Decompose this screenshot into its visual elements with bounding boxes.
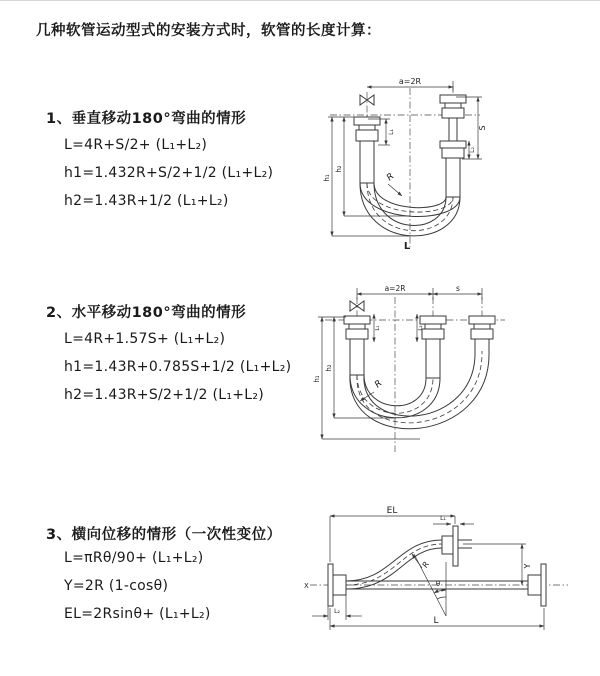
dim-label-l2: L₂: [469, 147, 476, 153]
dimension-l: [330, 608, 544, 630]
diagram-lateral-displacement: [300, 504, 590, 644]
formula-line: Y=2R (1-cosθ): [64, 578, 169, 594]
section-3-heading: 3、横向位移的情形（一次性变位）: [46, 527, 282, 543]
dim-label-l: L: [433, 616, 439, 626]
upper-flange: [442, 526, 472, 566]
formula-line: h2=1.43R+1/2 (L₁+L₂): [64, 193, 229, 209]
dim-label-l1: L₁: [388, 129, 395, 135]
moving-end-fitting-pos1: [420, 316, 446, 378]
left-end-fitting: [354, 117, 380, 183]
angle-label-theta: θ: [435, 580, 441, 588]
radius-callout: [385, 172, 402, 196]
dimension-l2: [312, 595, 362, 620]
right-flange: [528, 564, 546, 606]
page-title: 几种软管运动型式的安装方式时，软管的长度计算：: [36, 23, 381, 39]
fixed-end-fitting: [344, 316, 370, 375]
right-end-fitting-positions: [440, 95, 466, 197]
dim-label-l1: L₁: [375, 325, 381, 331]
dimension-l2: [469, 141, 476, 159]
left-flange: [328, 564, 346, 606]
dim-label-r: R: [385, 171, 397, 184]
hose-u-curves: [350, 351, 489, 429]
formula-line: h2=1.43R+S/2+1/2 (L₁+L₂): [64, 387, 265, 403]
dim-label-el: EL: [386, 506, 398, 516]
dim-label-a2r: a=2R: [384, 284, 406, 293]
dim-label-h2: h₂: [335, 165, 343, 173]
moving-end-fitting-pos2: [469, 316, 495, 351]
dimension-a-2r: [357, 284, 482, 300]
dim-label-h1: h₁: [323, 174, 331, 182]
dimension-s: [433, 284, 482, 294]
dim-label-s: s: [456, 284, 460, 293]
dim-label-l2: L₂: [418, 325, 424, 331]
dimension-l1: [374, 314, 381, 342]
dim-label-y: Y: [523, 563, 532, 569]
formula-line: L=πRθ/90+ (L₁+L₂): [64, 550, 204, 566]
diagram-vertical-180-bend: [310, 73, 590, 253]
section-2-heading: 2、水平移动180°弯曲的情形: [46, 305, 247, 321]
formula-line: h1=1.432R+S/2+1/2 (L₁+L₂): [64, 165, 274, 181]
formula-line: EL=2Rsinθ+ (L₁+L₂): [64, 606, 211, 622]
dim-label-h1: h₁: [313, 375, 321, 383]
dim-label-l1: L₁: [440, 515, 446, 522]
dim-label-a2r: a=2R: [398, 77, 422, 86]
dim-label-l: L: [403, 241, 411, 252]
diagram-horizontal-180-bend: [310, 284, 590, 459]
dim-label-h2: h₂: [325, 364, 333, 372]
formula-line: L=4R+1.57S+ (L₁+L₂): [64, 331, 226, 347]
dimension-el: [330, 506, 455, 562]
formula-line: h1=1.43R+0.785S+1/2 (L₁+L₂): [64, 359, 292, 375]
formula-line: L=4R+S/2+ (L₁+L₂): [64, 137, 208, 153]
section-1-heading: 1、垂直移动180°弯曲的情形: [46, 111, 247, 127]
dim-label-r: R: [420, 560, 432, 570]
dim-label-l2: L₂: [334, 608, 340, 615]
dim-label-s: S: [478, 125, 487, 131]
centerline-marker-x: X: [304, 582, 309, 590]
dim-label-r: R: [373, 378, 385, 391]
dimension-y: [463, 544, 532, 585]
